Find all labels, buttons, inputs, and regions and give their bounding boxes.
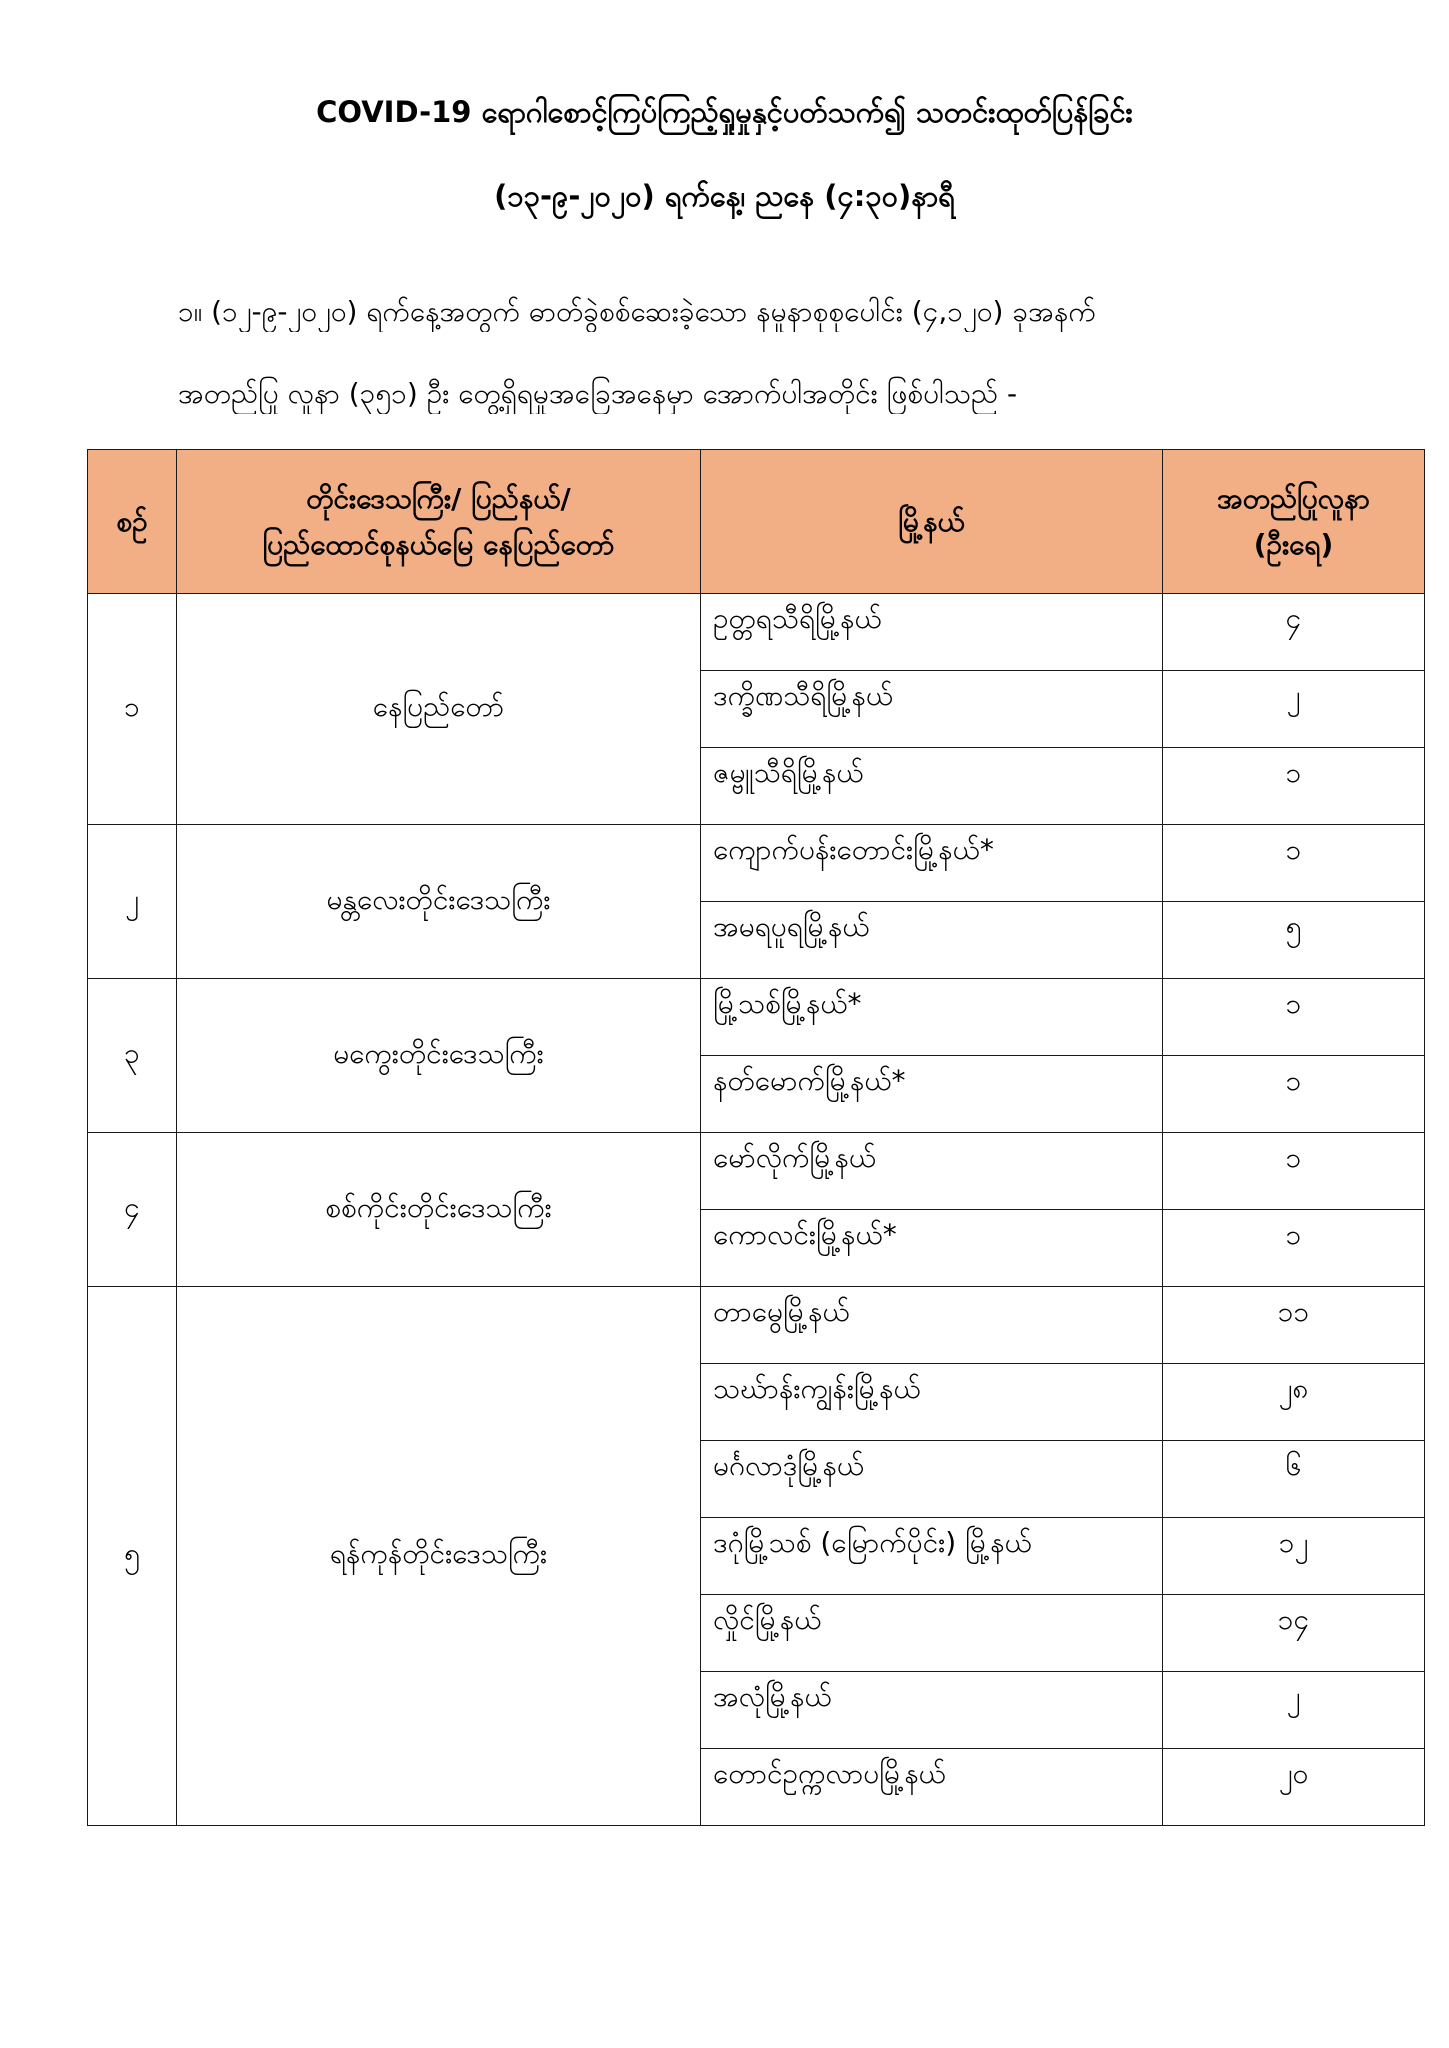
header-region-line1: တိုင်းဒေသကြီး/ ပြည်နယ်/ [306, 481, 571, 515]
case-count: ၁ [1163, 1056, 1425, 1133]
township-name: သဃ်ာန်းကျွန်းမြို့နယ် [701, 1364, 1163, 1441]
township-name: လှိုင်မြို့နယ် [701, 1595, 1163, 1672]
region-name: ရန်ကုန်တိုင်းဒေသကြီး [177, 1287, 701, 1826]
header-cases-line2: (ဦးရေ) [1253, 527, 1334, 561]
township-name: မော်လိုက်မြို့နယ် [701, 1133, 1163, 1210]
township-name: ဥတ္တရသီရိမြို့နယ် [701, 594, 1163, 671]
row-number: ၅ [88, 1287, 177, 1826]
region-name: မကွေးတိုင်းဒေသကြီး [177, 979, 701, 1133]
region-name: နေပြည်တော် [177, 594, 701, 825]
township-name: နတ်မောက်မြို့နယ်* [701, 1056, 1163, 1133]
document-title: COVID-19 ရောဂါစောင့်ကြပ်ကြည့်ရှုမှုနှင့်ပတ်သက်၍ သတင်းထုတ်ပြန်ခြင်း [316, 95, 1133, 129]
township-name: ဇမ္ဗူသီရိမြို့နယ် [701, 748, 1163, 825]
header-cases-line1: အတည်ပြုလူနာ [1217, 481, 1370, 515]
case-count: ၁၂ [1163, 1518, 1425, 1595]
township-name: မြို့သစ်မြို့နယ်* [701, 979, 1163, 1056]
row-number: ၃ [88, 979, 177, 1133]
case-count: ၂ [1163, 671, 1425, 748]
header-no: စဉ် [88, 450, 177, 594]
township-name: ကောလင်းမြို့နယ်* [701, 1210, 1163, 1287]
township-name: တောင်ဥက္ကလာပမြို့နယ် [701, 1749, 1163, 1826]
row-number: ၄ [88, 1133, 177, 1287]
case-count: ၄ [1163, 594, 1425, 671]
case-count: ၂ [1163, 1672, 1425, 1749]
table-row [88, 979, 1425, 1056]
township-name: အလုံမြို့နယ် [701, 1672, 1163, 1749]
intro-paragraph-line2: အတည်ပြု လူနာ (၃၅၁) ဦး တွေ့ရှိရမှုအခြေအနေမှာ အောက်ပါအတိုင်း ဖြစ်ပါသည် - [178, 377, 1018, 410]
case-count: ၁ [1163, 1210, 1425, 1287]
case-count: ၁ [1163, 748, 1425, 825]
header-region [177, 450, 701, 594]
table-body [88, 594, 1425, 1826]
table-row [88, 1287, 1425, 1364]
document-date: (၁၃-၉-၂၀၂၀) ရက်နေ့၊ ညနေ (၄:၃၀)နာရီ [494, 179, 955, 213]
case-count: ၁ [1163, 979, 1425, 1056]
intro-paragraph-line1: ၁။ (၁၂-၉-၂၀၂၀) ရက်နေ့အတွက် ဓာတ်ခွဲစစ်ဆေးခဲ့သော နမူနာစုစုပေါင်း (၄,၁၂၀) ခုအနက် [178, 295, 1096, 328]
cases-table [87, 449, 1425, 1826]
township-name: အမရပူရမြို့နယ် [701, 902, 1163, 979]
township-name: ဒဂုံမြို့သစ် (မြောက်ပိုင်း) မြို့နယ် [701, 1518, 1163, 1595]
header-region-line2: ပြည်ထောင်စုနယ်မြေ နေပြည်တော် [262, 527, 615, 561]
case-count: ၁ [1163, 825, 1425, 902]
table-header-row [88, 450, 1425, 594]
table-row [88, 594, 1425, 671]
header-township: မြို့နယ် [701, 450, 1163, 594]
case-count: ၂၀ [1163, 1749, 1425, 1826]
township-name: မင်္ဂလာဒုံမြို့နယ် [701, 1441, 1163, 1518]
region-name: မန္တလေးတိုင်းဒေသကြီး [177, 825, 701, 979]
case-count: ၁ [1163, 1133, 1425, 1210]
table-row [88, 825, 1425, 902]
case-count: ၂၈ [1163, 1364, 1425, 1441]
township-name: ဒက္ခိဏသီရိမြို့နယ် [701, 671, 1163, 748]
case-count: ၆ [1163, 1441, 1425, 1518]
case-count: ၁၁ [1163, 1287, 1425, 1364]
region-name: စစ်ကိုင်းတိုင်းဒေသကြီး [177, 1133, 701, 1287]
case-count: ၁၄ [1163, 1595, 1425, 1672]
table-row [88, 1133, 1425, 1210]
row-number: ၁ [88, 594, 177, 825]
row-number: ၂ [88, 825, 177, 979]
header-cases [1163, 450, 1425, 594]
case-count: ၅ [1163, 902, 1425, 979]
township-name: ကျောက်ပန်းတောင်းမြို့နယ်* [701, 825, 1163, 902]
township-name: တာမွေမြို့နယ် [701, 1287, 1163, 1364]
